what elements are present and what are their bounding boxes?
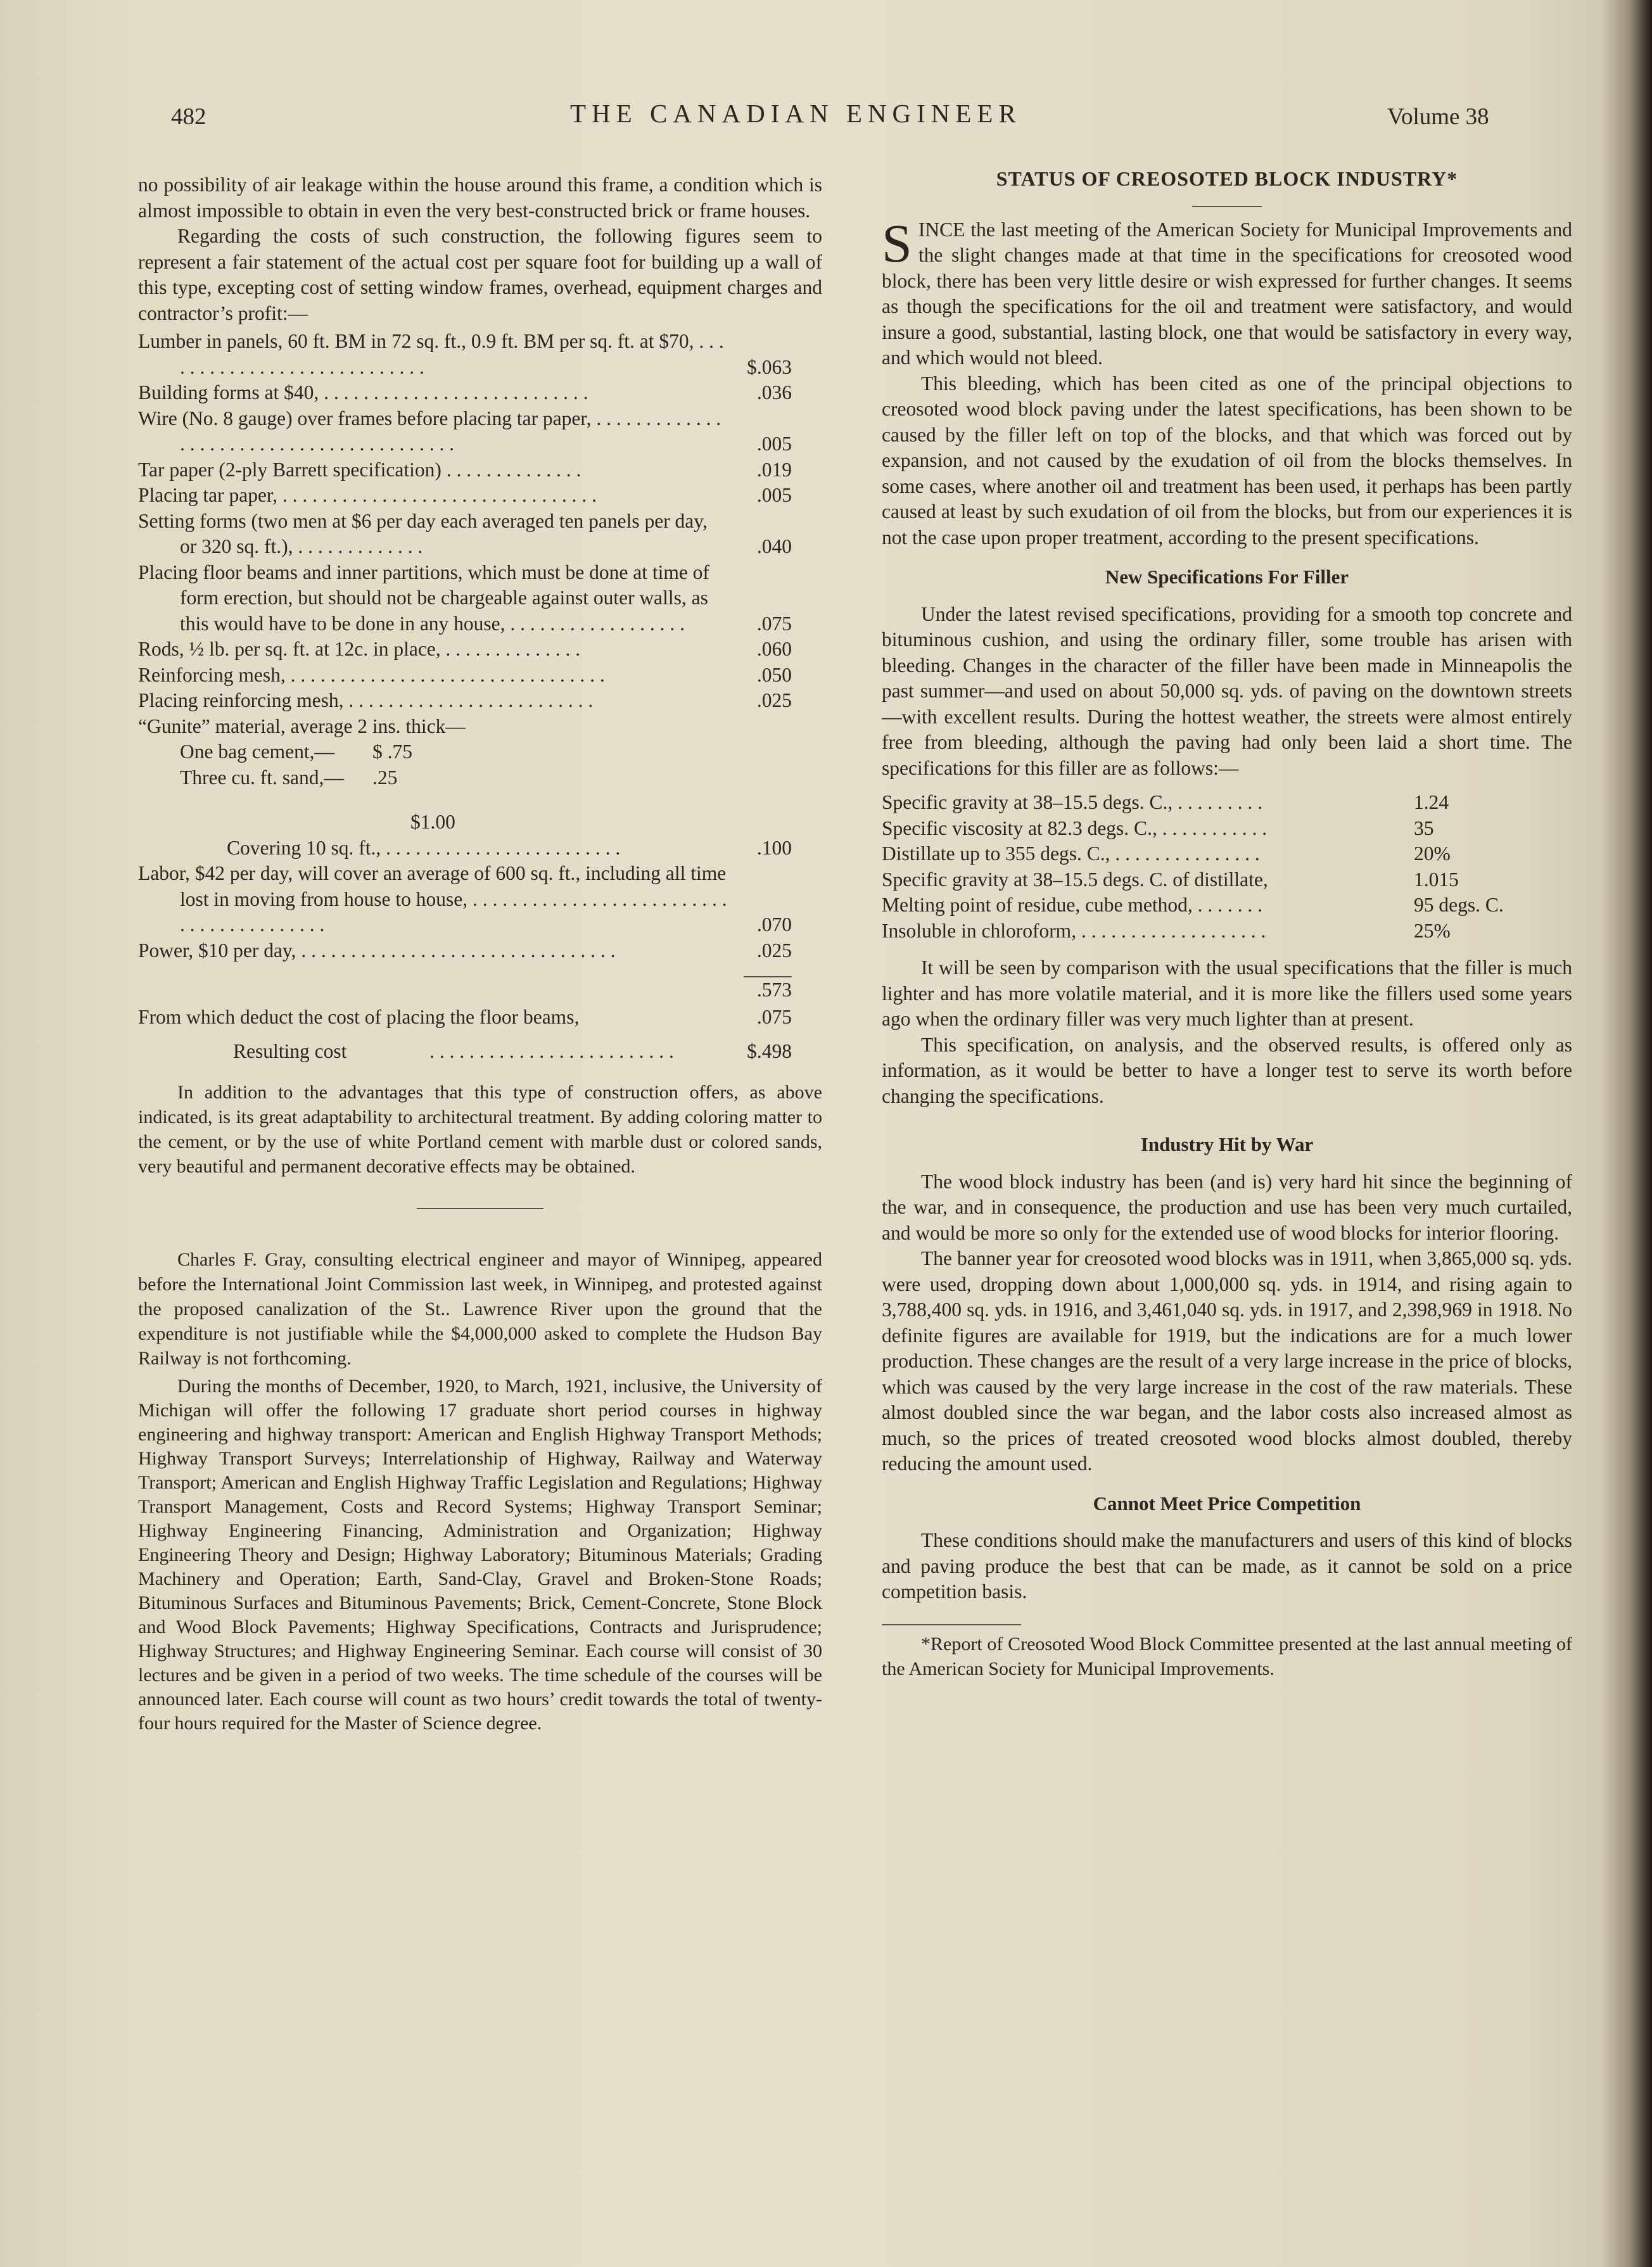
section-heading: Cannot Meet Price Competition [1093, 1492, 1361, 1515]
spec-value: 20% [1414, 842, 1451, 865]
cost-row [138, 688, 792, 714]
cost-amount: $.063 [747, 355, 792, 378]
gunite-item [138, 739, 792, 765]
cost-amount: .025 [756, 939, 792, 962]
cost-table [138, 329, 792, 1065]
paragraph: These conditions should make the manufacturers and users of this kind of blocks and paving produce the best that can be made, as it cannot be sold on a price competition basis. [882, 1529, 1572, 1603]
paragraph: The wood block industry has been (and is) very hard hit since the beginning of the war, and in consequence, the production and use has been very much curtailed, and would be more so only for the extended use of wood blocks for interior flooring. [882, 1170, 1572, 1244]
cost-desc: Covering 10 sq. ft., . . . . . . . . . . . . . . . . . . . . . . . . [227, 836, 621, 859]
spec-value: 1.24 [1414, 791, 1449, 813]
cost-desc: Setting forms (two men at $6 per day each averaged ten panels per day, or 320 sq. ft.), . . . . . . . . . . . . . [138, 509, 708, 557]
leader-dots: . . . . . . . . . . . . . . . . . . . . . . . . . [429, 1040, 674, 1062]
cost-amount: .040 [756, 535, 792, 557]
deduct-amount: .075 [756, 1005, 792, 1028]
spec-label: Melting point of residue, cube method, . . . . . . . [882, 894, 1263, 916]
cost-row [138, 637, 792, 663]
paragraph: During the months of December, 1920, to March, 1921, inclusive, the University of Michigan will offer the following 17 graduate short period courses in highway engineering and highway transport: American and English Highway Transport Methods; Highway Transport Surveys; Interrelationship of Highway, Railway and Waterway Transport; American and English Highway Traffic Legislation and Regulations; Highway Transport Management, Costs and Record Systems; Highway Transport Seminar; Highway Engineering Financing, Administration and Organization; Highway Engineering Theory and Design; Highway Laboratory; Bituminous Materials; Grading Machinery and Operation; Earth, Sand-Clay, Gravel and Broken-Stone Roads; Bituminous Surfaces and Bituminous Pavements; Brick, Cement-Concrete, Stone Block and Wood Block Pavements; Highway Specifications, Contracts and Jurisprudence; Highway Structures; and Highway Engineering Seminar. Each course will consist of 30 lectures and be given in a period of two weeks. The time schedule of the courses will be announced later. Each course will count as two hours’ credit towards the total of twenty-four hours required for the Master of Science degree. [138, 1375, 822, 1734]
cost-row [138, 329, 792, 380]
paragraph: It will be seen by comparison with the usual specifications that the filler is much lighter and has more volatile material, and it is more like the fillers used some years ago when the ordinary filler was very much lighter than at present. [882, 956, 1572, 1030]
spec-value: 1.015 [1414, 868, 1459, 891]
spec-value: 25% [1414, 919, 1451, 942]
gunite-item [138, 765, 792, 791]
cost-row [138, 457, 792, 483]
volume-label: Volume 38 [1387, 104, 1489, 130]
sum-line [138, 972, 792, 1001]
cost-amount: .025 [756, 689, 792, 711]
cost-row [138, 835, 792, 861]
footnote: *Report of Creosoted Wood Block Committee presented at the last annual meeting of the American Society for Municipal Improvements. [882, 1633, 1572, 1679]
paragraph: Under the latest revised specifications, providing for a smooth top concrete and bituminous cushion, and using the ordinary filler, some trouble has arisen with bleeding. Changes in the character of the filler have been made in Minneapolis the past summer—and used on about 50,000 sq. yds. of paving on the downtown streets—with excellent results. During the hottest weather, the streets were almost entirely free from bleeding, although the paving had only been laid a short time. The specifications for this filler are as follows:— [882, 602, 1572, 779]
spec-label: Distillate up to 355 degs. C., . . . . . . . . . . . . . . . [882, 842, 1260, 865]
cost-desc: Wire (No. 8 gauge) over frames before placing tar paper, . . . . . . . . . . . . . . . . . . . . . . . . . . . . . . . . . . . . . . . . . [138, 407, 721, 455]
cost-row [138, 406, 792, 457]
section-heading: Industry Hit by War [1140, 1133, 1314, 1155]
paragraph: The banner year for creosoted wood blocks was in 1911, when 3,865,000 sq. yds. were used, dropping down about 1,000,000 sq. yds. in 1914, and rising again to 3,788,400 sq. yds. in 1916, and 3,461,040 sq. yds. in 1917, and 2,398,969 in 1918. No definite figures are available for 1919, but the indications are for a much lower production. These changes are the result of a very large increase in the price of blocks, which was caused by the very large increase in the cost of the raw materials. These almost doubled since the war began, and the labor costs also increased almost as much, so the prices of treated creosoted wood blocks almost doubled, thereby reducing the amount used. [882, 1247, 1572, 1475]
spec-value: 95 degs. C. [1414, 894, 1504, 916]
cost-amount: .036 [756, 381, 792, 403]
right-column [882, 166, 1572, 1681]
spec-row [882, 841, 1572, 867]
footnote-rule [882, 1624, 1021, 1625]
cost-desc: Labor, $42 per day, will cover an average of 600 sq. ft., including all time lost in moving from house to house, . . . . . . . . . . . . . . . . . . . . . . . . . . . . . . . . . . . . . . . . . [138, 862, 727, 936]
cost-row [138, 380, 792, 406]
cost-desc: Tar paper (2-ply Barrett specification) . . . . . . . . . . . . . . [138, 458, 581, 481]
cost-desc: Rods, ½ lb. per sq. ft. at 12c. in place, . . . . . . . . . . . . . . [138, 638, 581, 660]
filler-spec-table [882, 790, 1572, 944]
page-number: 482 [171, 104, 206, 130]
cost-amount: .005 [756, 433, 792, 455]
cost-desc: Placing tar paper, . . . . . . . . . . . . . . . . . . . . . . . . . . . . . . . . [138, 484, 597, 506]
running-header [171, 98, 1501, 136]
gunite-item-label: Three cu. ft. sand,— [180, 766, 344, 789]
paragraph: SINCE the last meeting of the American Society for Municipal Improvements and the slight changes made at that time in the specifications for creosoted wood block, there has been very little desire or wish expressed for further changes. It seems as though the specifications for the oil and treatment were satisfactory, and would insure a good, substantial, lasting block, one that would be satisfactory in every way, and which would not bleed. [882, 212, 1572, 369]
gunite-item-value: .25 [372, 766, 398, 789]
sum-amount: .573 [756, 979, 792, 1001]
cost-amount: .070 [756, 913, 792, 936]
paragraph: Charles F. Gray, consulting electrical engineer and mayor of Winnipeg, appeared before the International Joint Commission last week, in Winnipeg, and protested against the proposed canalization of the St.. Lawrence River upon the ground that the expenditure is not justifiable while the $4,000,000 asked to complete the Hudson Bay Railway is not forthcoming. [138, 1248, 822, 1369]
cost-desc: Placing reinforcing mesh, . . . . . . . . . . . . . . . . . . . . . . . . . [138, 689, 594, 711]
resulting-cost-amount: $.498 [747, 1040, 792, 1062]
resulting-cost-row [138, 1039, 792, 1065]
spec-row [882, 918, 1572, 944]
spec-row [882, 816, 1572, 842]
cost-row [138, 560, 792, 637]
article-title: STATUS OF CREOSOTED BLOCK INDUSTRY* [996, 167, 1458, 190]
spec-label: Specific gravity at 38–15.5 degs. C. of distillate, [882, 868, 1268, 891]
deduct-row [138, 1005, 792, 1031]
gunite-item-label: One bag cement,— [180, 740, 335, 763]
cost-desc: Building forms at $40, . . . . . . . . . . . . . . . . . . . . . . . . . . . [138, 381, 588, 403]
gunite-subtotal-value: $1.00 [410, 811, 455, 833]
cost-amount: .060 [756, 638, 792, 660]
left-column [138, 172, 822, 1736]
spec-row [882, 892, 1572, 918]
title-rule [1192, 206, 1262, 207]
journal-title: THE CANADIAN ENGINEER [570, 99, 1022, 128]
spec-row [882, 790, 1572, 816]
gunite-subtotal [138, 810, 792, 835]
section-separator [417, 1208, 543, 1209]
cost-amount: .005 [756, 484, 792, 506]
cost-desc: Power, $10 per day, . . . . . . . . . . . . . . . . . . . . . . . . . . . . . . . . [138, 939, 616, 962]
cost-row [138, 861, 792, 938]
cost-amount: .075 [756, 612, 792, 635]
spec-label: Insoluble in chloroform, . . . . . . . . . . . . . . . . . . . [882, 919, 1266, 942]
paragraph: This bleeding, which has been cited as one of the principal objections to creosoted wood block paving under the latest specifications, has been shown to be caused by the filler left on top of the blocks, and that which was forced out by expansion, and not caused by the exudation of oil from the blocks themselves. In some cases, where another oil and treatment has been used, it perhaps has been partly caused at least by such exudation of oil from the blocks, but from our experiences it is not the case upon proper treatment, according to the present specifications. [882, 372, 1572, 549]
paragraph: In addition to the advantages that this type of construction offers, as above indicated, is its great adaptability to architectural treatment. By adding coloring matter to the cement, or by the use of white Portland cement with marble dust or colored sands, very beautiful and permanent decorative effects may be obtained. [138, 1081, 822, 1177]
gunite-label: “Gunite” material, average 2 ins. thick— [138, 714, 466, 737]
cost-row [138, 938, 792, 964]
cost-desc: Placing floor beams and inner partitions, which must be done at time of form erection, but should not be chargeable against outer walls, as this would have to be done in any house, . . . . . . . . . . . . . . . . . . [138, 561, 709, 635]
gunite-item-value: $ .75 [372, 740, 412, 763]
cost-row [138, 663, 792, 689]
paragraph: no possibility of air leakage within the house around this frame, a condition which is almost impossible to obtain in even the very best-constructed brick or frame houses. [138, 174, 822, 222]
cost-amount: .019 [756, 458, 792, 481]
cost-row [138, 483, 792, 509]
binding-shadow [1601, 0, 1652, 2267]
spec-row [882, 867, 1572, 893]
cost-desc: Reinforcing mesh, . . . . . . . . . . . . . . . . . . . . . . . . . . . . . . . . [138, 663, 605, 686]
spec-label: Specific viscosity at 82.3 degs. C., . . . . . . . . . . . [882, 816, 1268, 839]
paragraph: Regarding the costs of such construction, the following figures seem to represent a fair statement of the actual cost per square foot for building up a wall of this type, excepting cost of setting window frames, overhead, equipment charges and contractor’s profit:— [138, 225, 822, 324]
section-heading: New Specifications For Filler [1105, 566, 1349, 588]
spec-value: 35 [1414, 816, 1434, 839]
cost-amount: .050 [756, 663, 792, 686]
cost-row [138, 509, 792, 560]
spec-label: Specific gravity at 38–15.5 degs. C., . . . . . . . . . [882, 791, 1263, 813]
cost-amount: .100 [756, 836, 792, 859]
cost-desc: Lumber in panels, 60 ft. BM in 72 sq. ft., 0.9 ft. BM per sq. ft. at $70, . . . . . . . . . . . . . . . . . . . . . . . . . . . . [138, 330, 724, 378]
paragraph: This specification, on analysis, and the observed results, is offered only as information, as it would be better to have a longer test to serve its worth before changing the specifications. [882, 1033, 1572, 1107]
deduct-desc: From which deduct the cost of placing the floor beams, [138, 1005, 580, 1028]
resulting-cost-label: Resulting cost [233, 1040, 347, 1062]
